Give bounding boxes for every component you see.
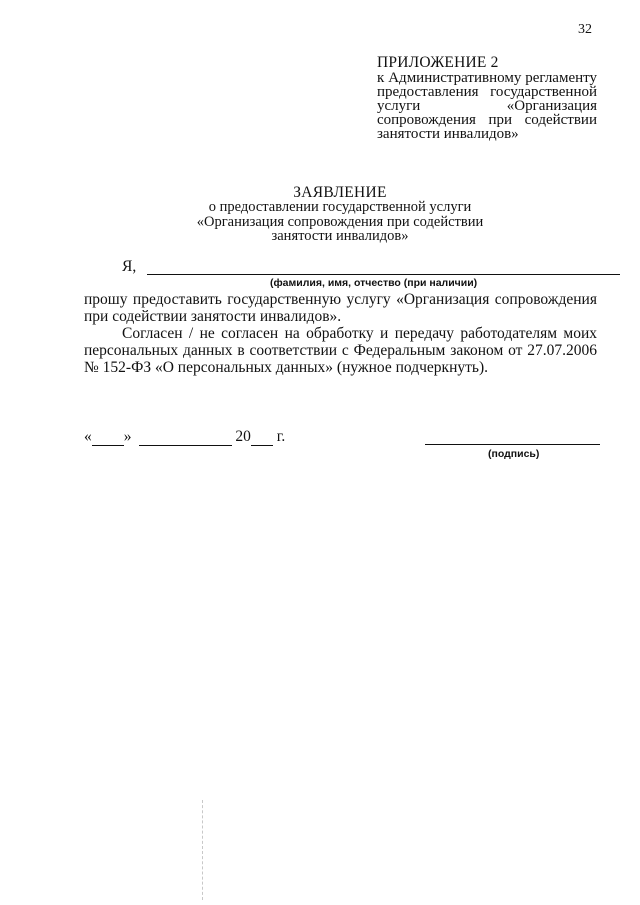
year-suffix: г. xyxy=(276,428,286,445)
month-field[interactable] xyxy=(139,430,232,446)
quote-open: « xyxy=(84,428,92,445)
consent-paragraph: Согласен / не согласен на обработку и передачу работодателям моих персональных данных в соответствии с Федеральным законом от 27.07.2006 № 152-ФЗ «О персональных данных» (нужное подчеркнуть). xyxy=(84,325,597,376)
fold-mark xyxy=(202,800,203,900)
applicant-caption: (фамилия, имя, отчество (при наличии) xyxy=(270,277,478,289)
signature-field[interactable] xyxy=(425,444,600,445)
date-row xyxy=(84,428,285,446)
document-subtitle xyxy=(140,200,540,244)
day-field[interactable] xyxy=(92,430,124,446)
subtitle-line-2: «Организация сопровождения при содействии xyxy=(196,213,484,230)
signature-caption: (подпись) xyxy=(488,448,540,460)
appendix-title: ПРИЛОЖЕНИЕ 2 xyxy=(377,54,499,71)
quote-close: » xyxy=(123,428,132,445)
year-field[interactable] xyxy=(251,430,273,446)
document-title: ЗАЯВЛЕНИЕ xyxy=(293,184,387,201)
year-prefix: 20 xyxy=(235,428,251,445)
applicant-label: Я, xyxy=(122,258,137,275)
applicant-name-field[interactable] xyxy=(147,274,620,275)
subtitle-line-1: о предоставлении государственной услуги xyxy=(208,199,472,215)
appendix-block xyxy=(377,55,597,141)
subtitle-line-3: занятости инвалидов» xyxy=(271,228,409,244)
page-number: 32 xyxy=(578,22,592,37)
request-paragraph: прошу предоставить государственную услугу «Организация сопровождения при содействии занятости инвалидов». xyxy=(84,291,597,325)
appendix-text: к Административному регламенту предоставления государственной услуги «Организация сопровождения при содействии занятости инвалидов» xyxy=(377,70,597,142)
